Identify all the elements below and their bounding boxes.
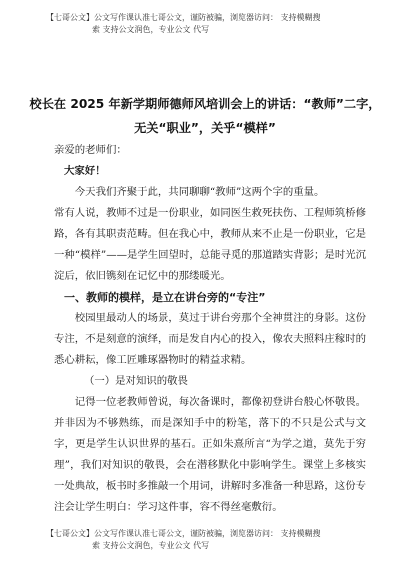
paragraph-4: 记得一位老教师曾说，每次备课时，都像初登讲台般心怀敬畏。并非因为不够熟练，而是深知手中的粉笔，落下的不只是公式与文字，更是学生认识世界的基石。正如朱熹所言“为学之道，莫先于穷理”，我们对知识的敬畏，会在潜移默化中影响学生。课堂上多核实一处典故，板书时多推敲一个用词，讲解时多准备一种思路，这份专注会让学生明白：学习这件事，容不得丝毫敷衍。 bbox=[54, 396, 366, 513]
page-footer bbox=[46, 528, 376, 552]
header-line-2: 索 支持公文润色，专业公文 代写 bbox=[92, 25, 210, 34]
header-line-1: 【七哥公文】公文写作课认准七哥公文，谨防被骗，浏览器访问： 支持模糊搜 bbox=[46, 13, 321, 22]
subsection-heading-1: （一）是对知识的敬畏 bbox=[84, 375, 188, 387]
title-line-2: 无关“职业”，关乎“模样” bbox=[134, 121, 276, 135]
document-title bbox=[0, 92, 410, 140]
title-line-1: 校长在 2025 年新学期师德师风培训会上的讲话：“教师”二字， bbox=[29, 97, 381, 111]
footer-line-2: 索 支持公文润色，专业公文 代写 bbox=[92, 541, 210, 550]
section-heading-1: 一、教师的模样，是立在讲台旁的“专注” bbox=[64, 291, 266, 304]
footer-line-1: 【七哥公文】公文写作课认准七哥公文，谨防被骗，浏览器访问： 支持模糊搜 bbox=[46, 529, 321, 538]
greeting: 亲爱的老师们： bbox=[54, 144, 127, 156]
page-header bbox=[46, 12, 376, 36]
document-body bbox=[54, 140, 366, 518]
paragraph-3: 校园里最动人的场景，莫过于讲台旁那个全神贯注的身影。这份专注，不是刻意的演绎，而是发自内心的投入，像农夫照料庄稼时的悉心耕耘，像工匠雕琢器物时的精益求精。 bbox=[54, 312, 366, 366]
paragraph-1: 今天我们齐聚于此，共同聊聊“教师”这两个字的重量。 bbox=[74, 186, 325, 198]
salutation: 大家好！ bbox=[64, 165, 106, 177]
paragraph-2: 常有人说，教师不过是一份职业，如同医生救死扶伤、工程师筑桥修路，各有其职责范畴。但在我心中，教师从来不止是一份职业，它是一种“模样”——是学生回望时，总能寻觅的那道踏实背影；是时光沉淀后，依旧镌刻在记忆中的那缕暖光。 bbox=[54, 207, 366, 282]
